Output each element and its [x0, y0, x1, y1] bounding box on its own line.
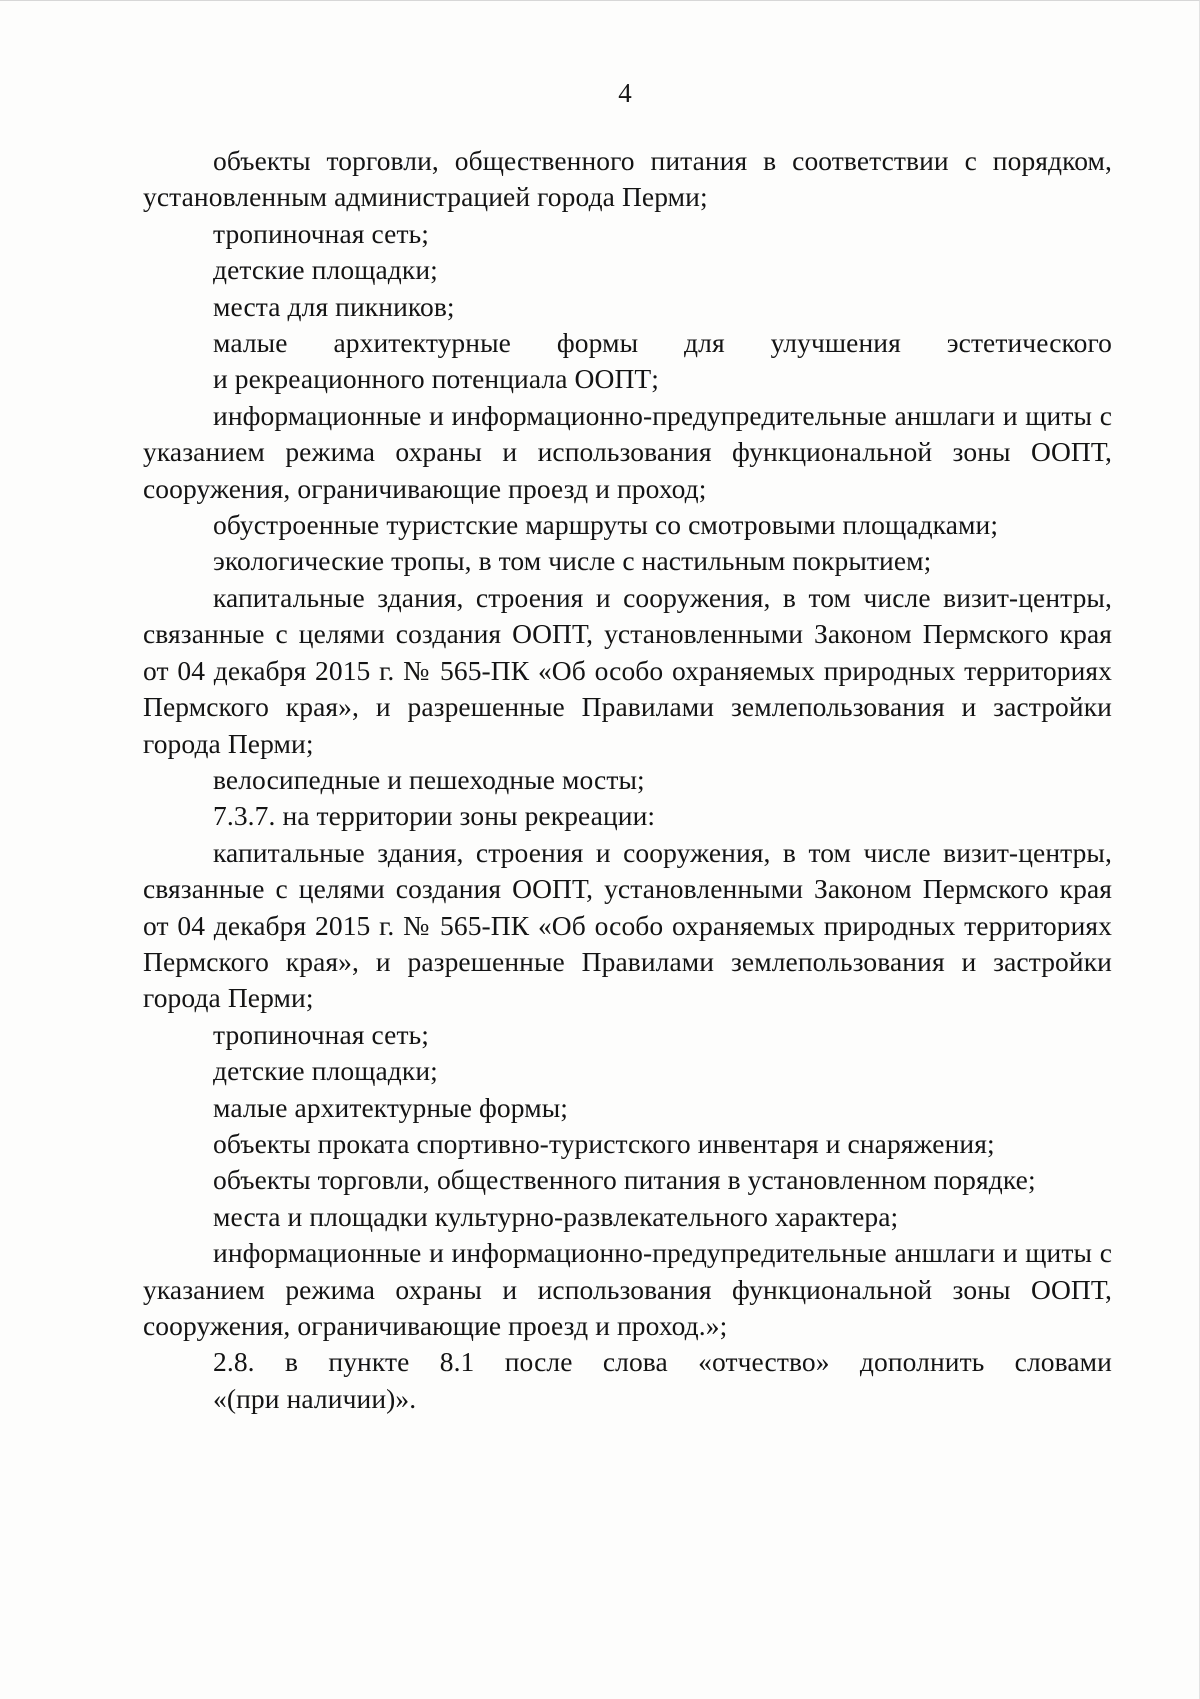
paragraph-line: 2.8. в пункте 8.1 после слова «отчество» дополнить словами [213, 1346, 1112, 1378]
list-item: обустроенные туристские маршруты со смотровыми площадками; [213, 509, 999, 541]
list-item: места и площадки культурно-развлекательного характера; [213, 1200, 899, 1232]
list-item: места для пикников; [213, 290, 455, 322]
paragraph-line: и рекреационного потенциала ООПТ; [213, 363, 660, 395]
list-item: объекты торговли, общественного питания в установленном порядке; [213, 1164, 1036, 1196]
paragraph [143, 1344, 1112, 1417]
list-item: детские площадки; [213, 1055, 438, 1087]
paragraph-line: «(при наличии)». [213, 1382, 417, 1414]
document-body [143, 143, 1112, 1417]
paragraph-line: малые архитектурные формы для улучшения эстетического [213, 327, 1112, 359]
list-item: тропиночная сеть; [213, 217, 429, 249]
paragraph: информационные и информационно-предупредительные аншлаги и щиты с указанием режима охраны и использования функциональной зоны ООПТ, сооружения, ограничивающие проезд и проход.»; [143, 1237, 1112, 1341]
paragraph [143, 325, 1112, 398]
paragraph: капитальные здания, строения и сооружения, в том числе визит-центры, связанные с целями создания ООПТ, установленными Законом Пермского края от 04 декабря 2015 г. № 565-ПК «Об особо охраняемых природных территориях Пермского края», и разрешенные Правилами землепользования и застройки города Перми; [143, 836, 1112, 1014]
list-item: малые архитектурные формы; [213, 1091, 569, 1123]
section-heading: 7.3.7. на территории зоны рекреации: [213, 800, 656, 832]
page-number: 4 [618, 78, 632, 108]
list-item: велосипедные и пешеходные мосты; [213, 763, 645, 795]
paragraph: информационные и информационно-предупредительные аншлаги и щиты с указанием режима охраны и использования функциональной зоны ООПТ, сооружения, ограничивающие проезд и проход; [143, 399, 1112, 504]
list-item: экологические тропы, в том числе с настильным покрытием; [213, 545, 932, 577]
list-item: тропиночная сеть; [213, 1018, 429, 1050]
list-item: детские площадки; [213, 254, 438, 286]
paragraph: объекты торговли, общественного питания в соответствии с порядком, установленным администрацией города Перми; [143, 145, 1112, 213]
paragraph: капитальные здания, строения и сооружения, в том числе визит-центры, связанные с целями создания ООПТ, установленными Законом Пермского края от 04 декабря 2015 г. № 565-ПК «Об особо охраняемых природных территориях Пермского края», и разрешенные Правилами землепользования и застройки города Перми; [143, 581, 1112, 759]
list-item: объекты проката спортивно-туристского инвентаря и снаряжения; [213, 1127, 995, 1159]
